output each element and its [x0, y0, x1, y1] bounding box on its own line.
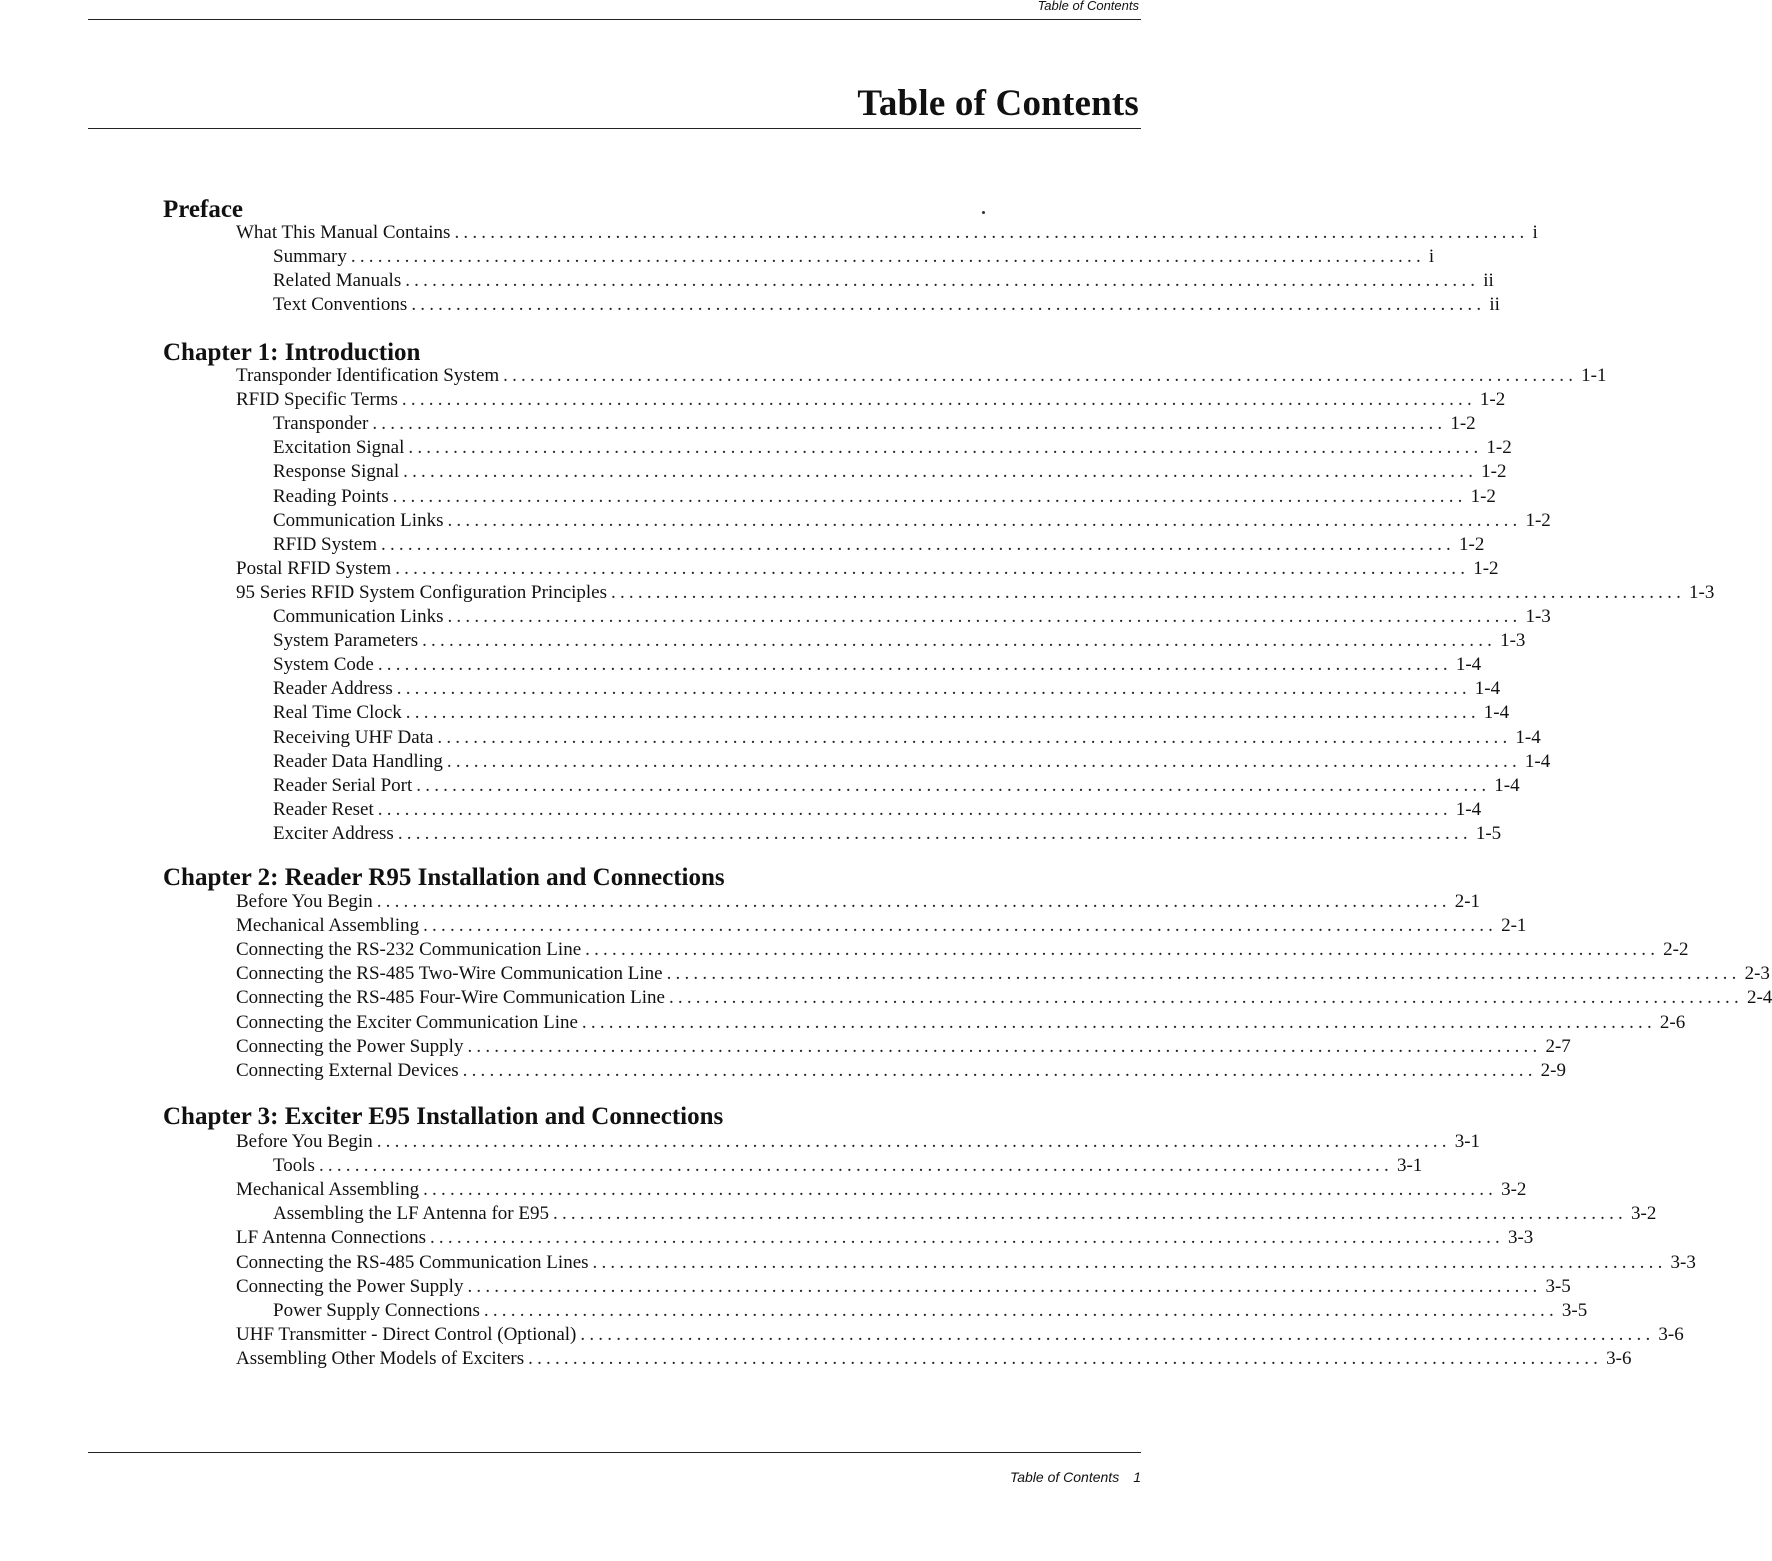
toc-entry[interactable] [236, 1059, 1566, 1082]
toc-entry-label: System Parameters [273, 630, 419, 652]
toc-entry-page: 1-4 [1455, 654, 1482, 676]
dot-leader: ........................................................................................................................ [447, 509, 1522, 531]
toc-entry-page: 1-3 [1689, 581, 1715, 603]
toc-entry-label: Response Signal [273, 461, 400, 483]
toc-entry-page: 2-6 [1659, 1011, 1686, 1033]
dot-leader: ........................................................................................................................ [467, 1035, 1542, 1057]
toc-entry-page: 3-1 [1396, 1155, 1423, 1177]
dot-leader: ........................................................................................................................ [377, 654, 1452, 676]
dot-leader: ........................................................................................................................ [553, 1203, 1627, 1225]
toc-entry-page: i [1428, 246, 1435, 268]
dot-leader: ........................................................................................................................ [376, 891, 1451, 912]
toc-entry-page: 3-1 [1454, 1131, 1481, 1152]
toc-entry-page: 3-3 [1670, 1251, 1696, 1273]
toc-entry-page: 3-5 [1561, 1299, 1588, 1321]
toc-entry-label: Power Supply Connections [273, 1299, 480, 1321]
dot-leader: ........................................................................................................................ [666, 963, 1741, 985]
toc-entry[interactable] [273, 654, 1482, 676]
dot-leader: ........................................................................................................................ [377, 798, 1452, 820]
toc-entry[interactable] [273, 270, 1494, 292]
toc-entry-page: 1-3 [1500, 630, 1526, 652]
toc-entry-page: i [1532, 222, 1538, 243]
dot-leader: ........................................................................................................................ [668, 987, 1743, 1009]
toc-entry-label: Connecting the RS-232 Communication Line [236, 939, 582, 961]
toc-entry-page: 1-4 [1455, 798, 1482, 820]
toc-entry[interactable] [273, 630, 1526, 652]
toc-entry-page: 1-3 [1525, 606, 1551, 627]
toc-entry[interactable] [236, 1011, 1686, 1034]
toc-entry[interactable] [236, 1347, 1632, 1370]
dot-leader: ........................................................................................................................ [396, 678, 1471, 700]
toc-entry-label: Related Manuals [273, 270, 402, 292]
toc-entry-label: Reader Data Handling [273, 750, 443, 772]
toc-entry-page: 1-2 [1470, 485, 1496, 507]
dot-leader: ........................................................................................................................ [408, 437, 1483, 459]
dot-leader: ........................................................................................................................ [395, 557, 1470, 579]
toc-entry[interactable] [236, 222, 1538, 244]
dot-leader: ........................................................................................................................ [429, 1227, 1504, 1249]
toc-entry-label: Exciter Address [273, 822, 394, 844]
toc-entry-label: RFID Specific Terms [236, 389, 398, 411]
toc-entry-label: Connecting the Power Supply [236, 1035, 464, 1057]
toc-entry-page: 3-2 [1501, 1179, 1527, 1201]
running-header: Table of Contents [1037, 0, 1139, 13]
toc-entry-page: 2-9 [1540, 1059, 1566, 1081]
dot-leader: ........................................................................................................................ [437, 726, 1512, 748]
toc-entry-label: Reader Address [273, 678, 393, 700]
toc-entry-label: Connecting External Devices [236, 1059, 459, 1081]
toc-entry-page: 1-4 [1524, 750, 1551, 772]
toc-entry-label: Before You Begin [236, 1131, 373, 1152]
dot-leader: ........................................................................................................................ [592, 1251, 1667, 1273]
toc-entry-label: Reader Serial Port [273, 774, 413, 796]
toc-entry-page: 1-5 [1475, 822, 1502, 844]
toc-entry[interactable] [273, 1299, 1588, 1322]
toc-entry-label: 95 Series RFID System Configuration Principles [236, 581, 608, 603]
dot-leader: ........................................................................................................................ [372, 413, 1447, 435]
dot-leader: ........................................................................................................................ [376, 1131, 1451, 1152]
toc-entry[interactable] [236, 1275, 1571, 1298]
toc-entry-page: 1-2 [1450, 413, 1476, 435]
dot-leader: ........................................................................................................................ [422, 630, 1497, 652]
toc-entry-label: Assembling the LF Antenna for E95 [273, 1203, 549, 1225]
toc-entry-label: System Code [273, 654, 374, 676]
toc-entry[interactable] [236, 557, 1499, 580]
toc-entry[interactable] [236, 365, 1607, 387]
toc-entry[interactable] [273, 246, 1435, 268]
toc-entry[interactable] [236, 581, 1715, 604]
toc-entry-page: ii [1489, 294, 1500, 316]
dot-leader: ........................................................................................................................ [580, 1323, 1655, 1345]
footer-page-number: 1 [1133, 1469, 1141, 1485]
dot-leader: ........................................................................................................................ [447, 606, 1522, 627]
dot-leader: ........................................................................................................................ [585, 939, 1660, 961]
section-title: Chapter 3: Exciter E95 Installation and Connections [163, 1103, 724, 1130]
toc-entry[interactable] [273, 750, 1551, 773]
toc-entry-label: Connecting the RS-485 Four-Wire Communication Line [236, 987, 665, 1009]
dot-leader: ........................................................................................................................ [350, 246, 1425, 268]
toc-entry-label: Receiving UHF Data [273, 726, 434, 748]
toc-entry-label: Postal RFID System [236, 557, 392, 579]
toc-entry-label: Real Time Clock [273, 702, 402, 724]
toc-entry[interactable] [273, 413, 1476, 435]
toc-entry-page: 1-4 [1474, 678, 1501, 700]
toc-entry[interactable] [273, 533, 1485, 556]
toc-entry[interactable] [273, 461, 1507, 483]
toc-entry[interactable] [236, 939, 1689, 961]
toc-entry[interactable] [273, 678, 1501, 700]
toc-entry-page: 2-4 [1746, 987, 1772, 1009]
toc-entry[interactable] [273, 485, 1496, 508]
toc-entry-page: 1-2 [1473, 557, 1499, 579]
toc-entry[interactable] [273, 1203, 1657, 1225]
dot-leader: ........................................................................................................................ [381, 533, 1455, 555]
page-title: Table of Contents [857, 83, 1139, 124]
toc-entry-label: Tools [273, 1155, 315, 1177]
toc-entry-label: Transponder [273, 413, 369, 435]
toc-entry[interactable] [236, 915, 1527, 937]
toc-entry-label: Transponder Identification System [236, 365, 500, 386]
toc-entry-label: Summary [273, 246, 347, 268]
dot-leader: ........................................................................................................................ [405, 702, 1480, 724]
dot-leader: ........................................................................................................................ [392, 485, 1467, 507]
toc-entry[interactable] [236, 1227, 1534, 1249]
toc-entry-page: ii [1483, 270, 1494, 292]
dot-leader: ........................................................................................................................ [401, 389, 1476, 411]
toc-entry[interactable] [236, 1179, 1527, 1201]
toc-entry-label: RFID System [273, 533, 377, 555]
section-title: Chapter 2: Reader R95 Installation and Connections [163, 864, 725, 891]
toc-entry-page: 2-2 [1663, 939, 1689, 961]
dot-leader: ........................................................................................................................ [423, 1179, 1498, 1201]
toc-entry-label: UHF Transmitter - Direct Control (Optional) [236, 1323, 577, 1345]
dot-leader: ........................................................................................................................ [581, 1011, 1656, 1033]
toc-entry-page: 2-1 [1454, 891, 1481, 912]
dot-leader: ........................................................................................................................ [423, 915, 1498, 937]
dot-leader: ........................................................................................................................ [611, 581, 1686, 603]
toc-entry-page: 2-7 [1545, 1035, 1571, 1057]
toc-entry[interactable] [273, 294, 1500, 316]
section-title: Chapter 1: Introduction [163, 339, 421, 366]
toc-entry[interactable] [236, 1131, 1481, 1153]
toc-entry-page: 1-2 [1481, 461, 1507, 483]
toc-entry[interactable] [236, 987, 1772, 1009]
toc-entry-label: Connecting the Power Supply [236, 1275, 464, 1297]
toc-entry-label: Connecting the RS-485 Two-Wire Communication Line [236, 963, 663, 985]
toc-entry-page: 1-2 [1459, 533, 1485, 555]
toc-entry-page: 3-6 [1658, 1323, 1684, 1345]
toc-entry-label: Reading Points [273, 485, 389, 507]
toc-entry-label: Mechanical Assembling [236, 1179, 420, 1201]
dot-leader: ........................................................................................................................ [446, 750, 1521, 772]
toc-entry-label: What This Manual Contains [236, 222, 451, 243]
footer-label: Table of Contents [1009, 1469, 1120, 1485]
toc-entry[interactable] [273, 774, 1520, 797]
dot-leader: ........................................................................................................................ [462, 1059, 1537, 1081]
toc-entry[interactable] [236, 389, 1506, 411]
toc-entry-label: Text Conventions [273, 294, 408, 316]
scan-speck [982, 211, 985, 214]
dot-leader: ........................................................................................................................ [318, 1155, 1393, 1177]
toc-entry-page: 1-4 [1483, 702, 1510, 724]
toc-entry-label: Connecting the RS-485 Communication Lines [236, 1251, 589, 1273]
toc-entry-label: Reader Reset [273, 798, 374, 820]
toc-entry[interactable] [236, 1251, 1696, 1274]
toc-entry-label: Communication Links [273, 606, 444, 627]
dot-leader: ........................................................................................................................ [503, 365, 1578, 386]
toc-entry-page: 3-6 [1606, 1347, 1632, 1369]
toc-entry[interactable] [273, 702, 1510, 724]
toc-entry-label: Before You Begin [236, 891, 373, 912]
toc-entry-label: Communication Links [273, 509, 444, 531]
toc-entry-page: 3-3 [1507, 1227, 1534, 1249]
dot-leader: ........................................................................................................................ [405, 270, 1480, 292]
toc-entry-page: 3-5 [1545, 1275, 1571, 1297]
toc-entry[interactable] [273, 606, 1551, 628]
toc-entry-label: LF Antenna Connections [236, 1227, 426, 1249]
toc-entry[interactable] [236, 1323, 1684, 1346]
toc-entry[interactable] [236, 891, 1481, 913]
toc-entry[interactable] [273, 1155, 1423, 1177]
dot-leader: ........................................................................................................................ [397, 822, 1472, 844]
toc-entry-page: 1-2 [1486, 437, 1512, 459]
toc-entry-page: 1-2 [1479, 389, 1506, 411]
toc-entry[interactable] [273, 509, 1551, 532]
toc-entry-label: Excitation Signal [273, 437, 405, 459]
toc-entry[interactable] [273, 798, 1482, 821]
dot-leader: ........................................................................................................................ [403, 461, 1478, 483]
section-title: Preface [163, 196, 244, 223]
toc-entry[interactable] [273, 726, 1541, 749]
dot-leader: ........................................................................................................................ [483, 1299, 1558, 1321]
toc-entry-page: 3-2 [1631, 1203, 1657, 1225]
toc-entry-page: 1-2 [1525, 509, 1551, 531]
toc-entry[interactable] [273, 822, 1502, 845]
toc-entry-page: 2-3 [1744, 963, 1770, 985]
toc-entry[interactable] [236, 1035, 1571, 1058]
toc-entry-label: Assembling Other Models of Exciters [236, 1347, 525, 1369]
page-footer [1010, 1469, 1141, 1485]
toc-entry-label: Mechanical Assembling [236, 915, 420, 937]
toc-entry-page: 1-4 [1494, 774, 1520, 796]
toc-entry-page: 1-1 [1581, 365, 1607, 386]
toc-entry-page: 1-4 [1515, 726, 1541, 748]
toc-entry[interactable] [236, 963, 1770, 985]
toc-entry-label: Connecting the Exciter Communication Line [236, 1011, 578, 1033]
dot-leader: ........................................................................................................................ [416, 774, 1491, 796]
dot-leader: ........................................................................................................................ [411, 294, 1486, 316]
footer-rule [88, 1452, 1141, 1453]
dot-leader: ........................................................................................................................ [454, 222, 1529, 243]
toc-entry[interactable] [273, 437, 1512, 459]
dot-leader: ........................................................................................................................ [528, 1347, 1603, 1369]
toc-entry-page: 2-1 [1501, 915, 1527, 937]
dot-leader: ........................................................................................................................ [467, 1275, 1542, 1297]
